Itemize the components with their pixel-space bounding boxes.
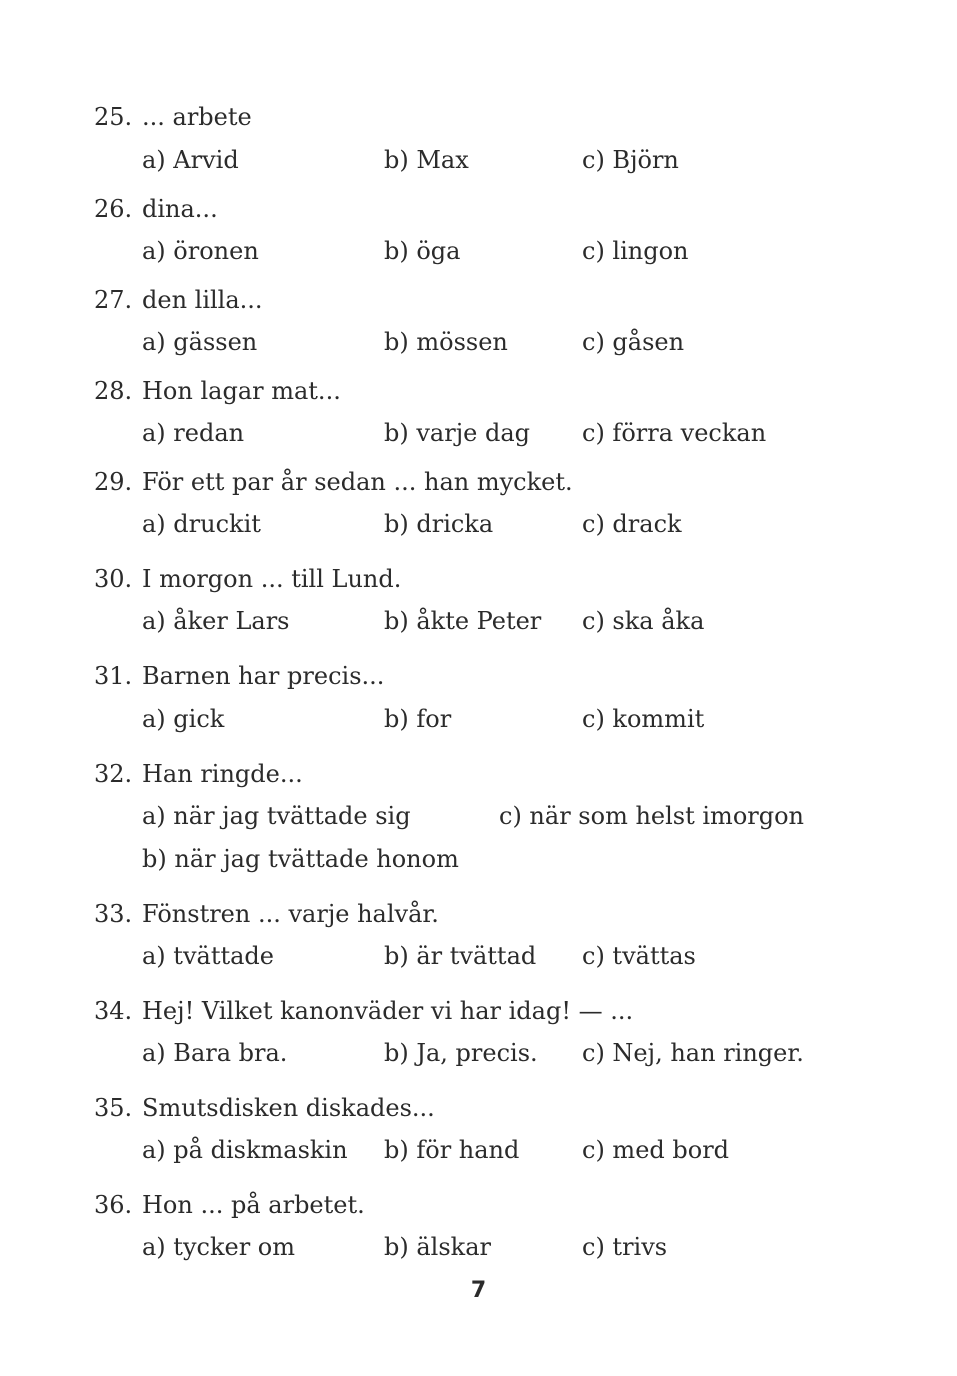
option-a: a) druckit [142,510,261,538]
question-stem: Hej! Vilket kanonväder vi har idag! — ... [142,997,634,1025]
option-a: a) gick [142,705,225,733]
question-stem: den lilla... [142,286,263,314]
question-number: 31. [94,662,133,690]
option-c: c) lingon [582,237,689,265]
question-stem: ... arbete [142,103,252,131]
option-a: a) gässen [142,328,258,356]
option-c: c) förra veckan [582,419,767,447]
question-number: 27. [94,286,133,314]
option-a: a) tycker om [142,1233,295,1261]
option-c: c) gåsen [582,328,685,356]
question-number: 36. [94,1191,133,1219]
question-number: 29. [94,468,133,496]
option-a: a) när jag tvättade sig [142,802,411,830]
option-b: b) for [384,705,452,733]
option-c: c) Nej, han ringer. [582,1039,804,1067]
question-stem: Smutsdisken diskades... [142,1094,435,1122]
question-number: 26. [94,195,133,223]
question-number: 30. [94,565,133,593]
option-c: c) Björn [582,146,679,174]
option-b: b) varje dag [384,419,531,447]
option-a: a) redan [142,419,245,447]
question-stem: För ett par år sedan ... han mycket. [142,468,573,496]
option-a: a) Bara bra. [142,1039,288,1067]
question-stem: dina... [142,195,218,223]
option-c: c) ska åka [582,607,705,635]
question-stem: Hon ... på arbetet. [142,1191,365,1219]
option-b: b) är tvättad [384,942,537,970]
option-a: a) åker Lars [142,607,290,635]
option-b: b) Max [384,146,469,174]
question-number: 35. [94,1094,133,1122]
option-b: b) öga [384,237,461,265]
option-c: c) med bord [582,1136,730,1164]
option-c: c) tvättas [582,942,696,970]
question-stem: Hon lagar mat... [142,377,341,405]
option-a: a) på diskmaskin [142,1136,348,1164]
option-a: a) öronen [142,237,259,265]
question-number: 25. [94,103,133,131]
option-b: b) Ja, precis. [384,1039,538,1067]
option-a: a) Arvid [142,146,239,174]
question-number: 33. [94,900,133,928]
option-b: b) älskar [384,1233,491,1261]
option-c: c) drack [582,510,682,538]
option-c: c) kommit [582,705,705,733]
question-number: 34. [94,997,133,1025]
option-c: c) trivs [582,1233,668,1261]
option-c: c) när som helst imorgon [499,802,805,830]
option-a: a) tvättade [142,942,274,970]
option-b: b) för hand [384,1136,520,1164]
question-number: 28. [94,377,133,405]
option-b: b) åkte Peter [384,607,542,635]
page-number: 7 [470,1278,487,1303]
option-b: b) mössen [384,328,508,356]
option-b: b) när jag tvättade honom [142,845,459,873]
question-number: 32. [94,760,133,788]
question-stem: Barnen har precis... [142,662,385,690]
question-stem: I morgon ... till Lund. [142,565,402,593]
question-stem: Fönstren ... varje halvår. [142,900,439,928]
option-b: b) dricka [384,510,494,538]
question-stem: Han ringde... [142,760,303,788]
